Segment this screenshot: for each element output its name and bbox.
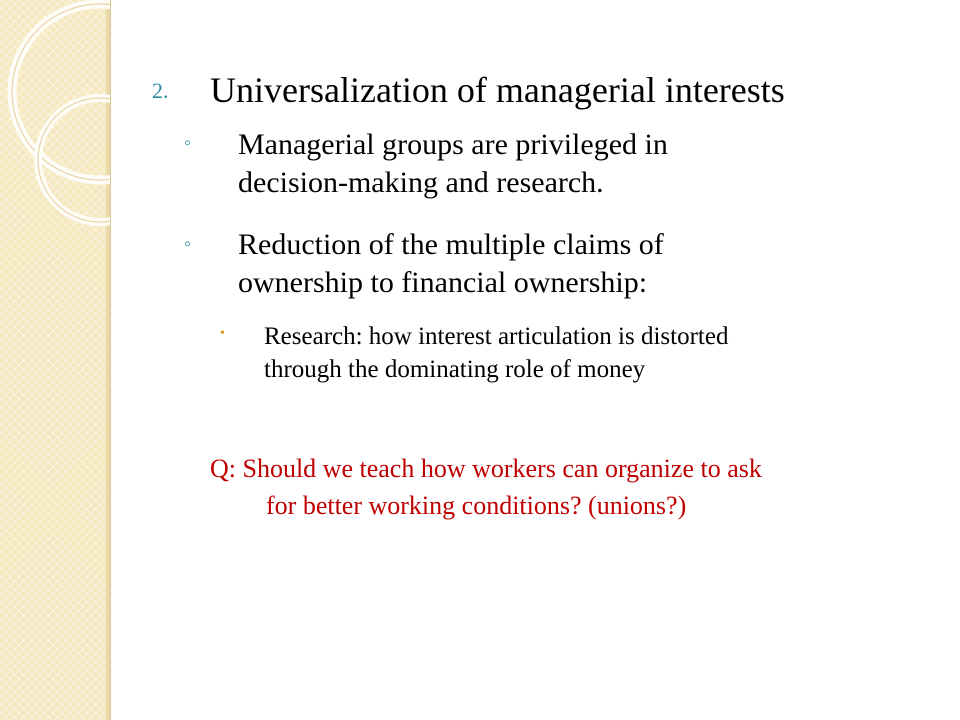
- question-text: [210, 450, 910, 524]
- bullet-marker: ◦: [184, 132, 192, 154]
- slide-heading: Universalization of managerial interests: [210, 70, 785, 110]
- question-line2: for better working conditions? (unions?): [266, 491, 687, 520]
- bullet-item-1: [238, 126, 878, 202]
- sub-bullet-line1: Research: how interest articulation is distorted: [264, 323, 729, 350]
- bullet-item-1-line1: Managerial groups are privileged in: [238, 128, 668, 161]
- bullet-marker: ◦: [184, 233, 192, 255]
- bullet-item-2-line1: Reduction of the multiple claims of: [238, 228, 664, 261]
- sub-bullet-marker: •: [220, 326, 225, 341]
- bullet-item-2-line2: ownership to financial ownership:: [238, 266, 648, 299]
- heading-number: 2.: [152, 78, 169, 103]
- sub-bullet-line2: through the dominating role of money: [264, 356, 646, 383]
- sub-bullet-item: [264, 320, 904, 386]
- bullet-item-1-line2: decision-making and research.: [238, 166, 604, 199]
- question-line1: Q: Should we teach how workers can organize to ask: [210, 454, 762, 483]
- bullet-item-2: [238, 226, 878, 302]
